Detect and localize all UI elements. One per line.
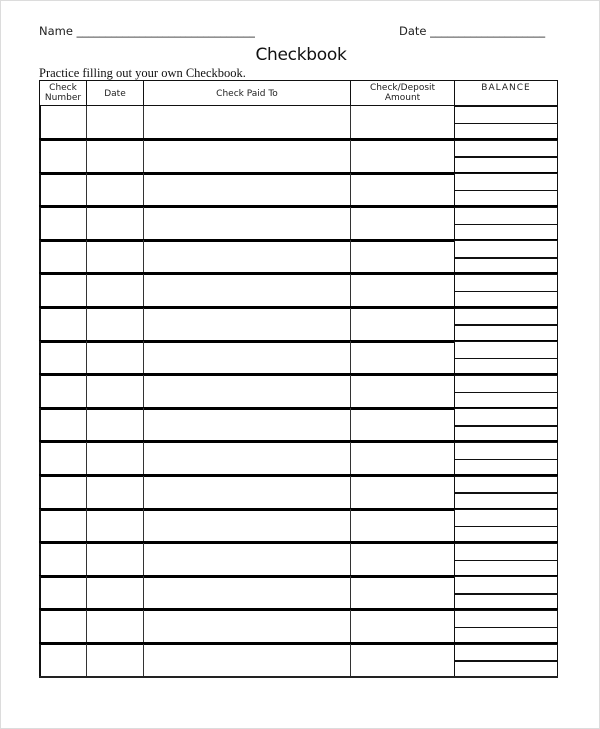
cell-balance[interactable] — [454, 140, 558, 174]
cell-balance[interactable] — [454, 509, 558, 543]
cell-balance[interactable] — [454, 207, 558, 241]
cell-check-paid-to[interactable] — [143, 543, 351, 577]
balance-divider — [455, 123, 557, 125]
table-row — [39, 476, 558, 510]
balance-divider — [455, 459, 557, 461]
cell-amount[interactable] — [350, 408, 455, 442]
header-label: Check/Deposit — [369, 83, 436, 93]
row-divider — [39, 676, 558, 678]
cell-check-paid-to[interactable] — [143, 610, 351, 644]
cell-balance[interactable] — [454, 543, 558, 577]
header-label: Check — [49, 83, 77, 93]
cell-check-number[interactable] — [39, 476, 87, 510]
cell-check-number[interactable] — [39, 442, 87, 476]
cell-balance[interactable] — [454, 375, 558, 409]
cell-check-paid-to[interactable] — [143, 207, 351, 241]
table-row — [39, 106, 558, 140]
balance-divider — [455, 257, 557, 259]
balance-divider — [455, 627, 557, 629]
cell-date[interactable] — [86, 140, 144, 174]
cell-date[interactable] — [86, 106, 144, 140]
cell-check-paid-to[interactable] — [143, 106, 351, 140]
cell-date[interactable] — [86, 442, 144, 476]
cell-amount[interactable] — [350, 308, 455, 342]
header-amount — [350, 80, 455, 106]
cell-amount[interactable] — [350, 610, 455, 644]
cell-check-paid-to[interactable] — [143, 308, 351, 342]
cell-check-paid-to[interactable] — [143, 576, 351, 610]
name-field[interactable]: Name _______________________________ — [39, 24, 255, 38]
cell-check-number[interactable] — [39, 274, 87, 308]
cell-check-paid-to[interactable] — [143, 240, 351, 274]
cell-amount[interactable] — [350, 375, 455, 409]
cell-balance[interactable] — [454, 106, 558, 140]
cell-amount[interactable] — [350, 274, 455, 308]
cell-date[interactable] — [86, 408, 144, 442]
cell-check-paid-to[interactable] — [143, 644, 351, 678]
cell-check-number[interactable] — [39, 240, 87, 274]
table-row — [39, 308, 558, 342]
cell-balance[interactable] — [454, 576, 558, 610]
cell-check-number[interactable] — [39, 106, 87, 140]
cell-check-paid-to[interactable] — [143, 173, 351, 207]
page-title: Checkbook — [255, 45, 347, 65]
header-label: Amount — [384, 93, 421, 103]
table-row — [39, 375, 558, 409]
table-row — [39, 240, 558, 274]
cell-date[interactable] — [86, 375, 144, 409]
cell-date[interactable] — [86, 576, 144, 610]
table-row — [39, 408, 558, 442]
cell-date[interactable] — [86, 173, 144, 207]
cell-check-paid-to[interactable] — [143, 476, 351, 510]
cell-amount[interactable] — [350, 509, 455, 543]
balance-divider — [455, 190, 557, 192]
cell-date[interactable] — [86, 476, 144, 510]
cell-balance[interactable] — [454, 240, 558, 274]
balance-divider — [455, 291, 557, 293]
table-row — [39, 509, 558, 543]
balance-divider — [455, 392, 557, 394]
cell-amount[interactable] — [350, 543, 455, 577]
header-date — [86, 80, 144, 106]
cell-date[interactable] — [86, 509, 144, 543]
header-label: Number — [44, 93, 82, 103]
cell-amount[interactable] — [350, 173, 455, 207]
cell-check-number[interactable] — [39, 408, 87, 442]
cell-date[interactable] — [86, 543, 144, 577]
cell-date[interactable] — [86, 274, 144, 308]
cell-amount[interactable] — [350, 140, 455, 174]
cell-balance[interactable] — [454, 610, 558, 644]
table-row — [39, 610, 558, 644]
table-row — [39, 543, 558, 577]
cell-check-number[interactable] — [39, 576, 87, 610]
cell-amount[interactable] — [350, 442, 455, 476]
balance-divider — [455, 224, 557, 226]
balance-divider — [455, 324, 557, 326]
balance-divider — [455, 156, 557, 158]
date-field[interactable]: Date ____________________ — [399, 24, 546, 38]
header-label: Date — [104, 89, 126, 99]
cell-check-number[interactable] — [39, 644, 87, 678]
table-row — [39, 644, 558, 678]
cell-date[interactable] — [86, 644, 144, 678]
cell-amount[interactable] — [350, 644, 455, 678]
cell-check-paid-to[interactable] — [143, 140, 351, 174]
cell-check-paid-to[interactable] — [143, 375, 351, 409]
cell-balance[interactable] — [454, 274, 558, 308]
balance-divider — [455, 492, 557, 494]
cell-amount[interactable] — [350, 207, 455, 241]
balance-divider — [455, 358, 557, 360]
cell-amount[interactable] — [350, 240, 455, 274]
cell-check-number[interactable] — [39, 543, 87, 577]
table-row — [39, 173, 558, 207]
instructions-text: Practice filling out your own Checkbook. — [39, 66, 246, 80]
cell-check-number[interactable] — [39, 308, 87, 342]
header-check-number — [39, 80, 87, 106]
cell-check-paid-to[interactable] — [143, 341, 351, 375]
table-row — [39, 442, 558, 476]
table-row — [39, 207, 558, 241]
balance-divider — [455, 660, 557, 662]
cell-amount[interactable] — [350, 476, 455, 510]
cell-check-number[interactable] — [39, 173, 87, 207]
header-check-paid-to — [143, 80, 351, 106]
table-row — [39, 140, 558, 174]
cell-check-number[interactable] — [39, 509, 87, 543]
cell-balance[interactable] — [454, 644, 558, 678]
cell-date[interactable] — [86, 610, 144, 644]
table-row — [39, 274, 558, 308]
balance-divider — [455, 593, 557, 595]
cell-check-paid-to[interactable] — [143, 509, 351, 543]
header-balance — [454, 80, 558, 106]
cell-date[interactable] — [86, 207, 144, 241]
cell-check-number[interactable] — [39, 140, 87, 174]
cell-balance[interactable] — [454, 173, 558, 207]
cell-check-number[interactable] — [39, 207, 87, 241]
cell-check-number[interactable] — [39, 375, 87, 409]
header-label: Check Paid To — [216, 89, 278, 99]
cell-balance[interactable] — [454, 308, 558, 342]
cell-balance[interactable] — [454, 442, 558, 476]
cell-balance[interactable] — [454, 341, 558, 375]
header-label: BALANCE — [481, 83, 531, 93]
cell-check-number[interactable] — [39, 610, 87, 644]
cell-amount[interactable] — [350, 576, 455, 610]
cell-date[interactable] — [86, 308, 144, 342]
cell-date[interactable] — [86, 341, 144, 375]
cell-date[interactable] — [86, 240, 144, 274]
balance-divider — [455, 425, 557, 427]
cell-check-paid-to[interactable] — [143, 274, 351, 308]
cell-check-number[interactable] — [39, 341, 87, 375]
cell-amount[interactable] — [350, 106, 455, 140]
cell-balance[interactable] — [454, 408, 558, 442]
balance-divider — [455, 560, 557, 562]
cell-balance[interactable] — [454, 476, 558, 510]
table-row — [39, 341, 558, 375]
table-row — [39, 576, 558, 610]
cell-check-paid-to[interactable] — [143, 408, 351, 442]
balance-divider — [455, 526, 557, 528]
cell-amount[interactable] — [350, 341, 455, 375]
cell-check-paid-to[interactable] — [143, 442, 351, 476]
